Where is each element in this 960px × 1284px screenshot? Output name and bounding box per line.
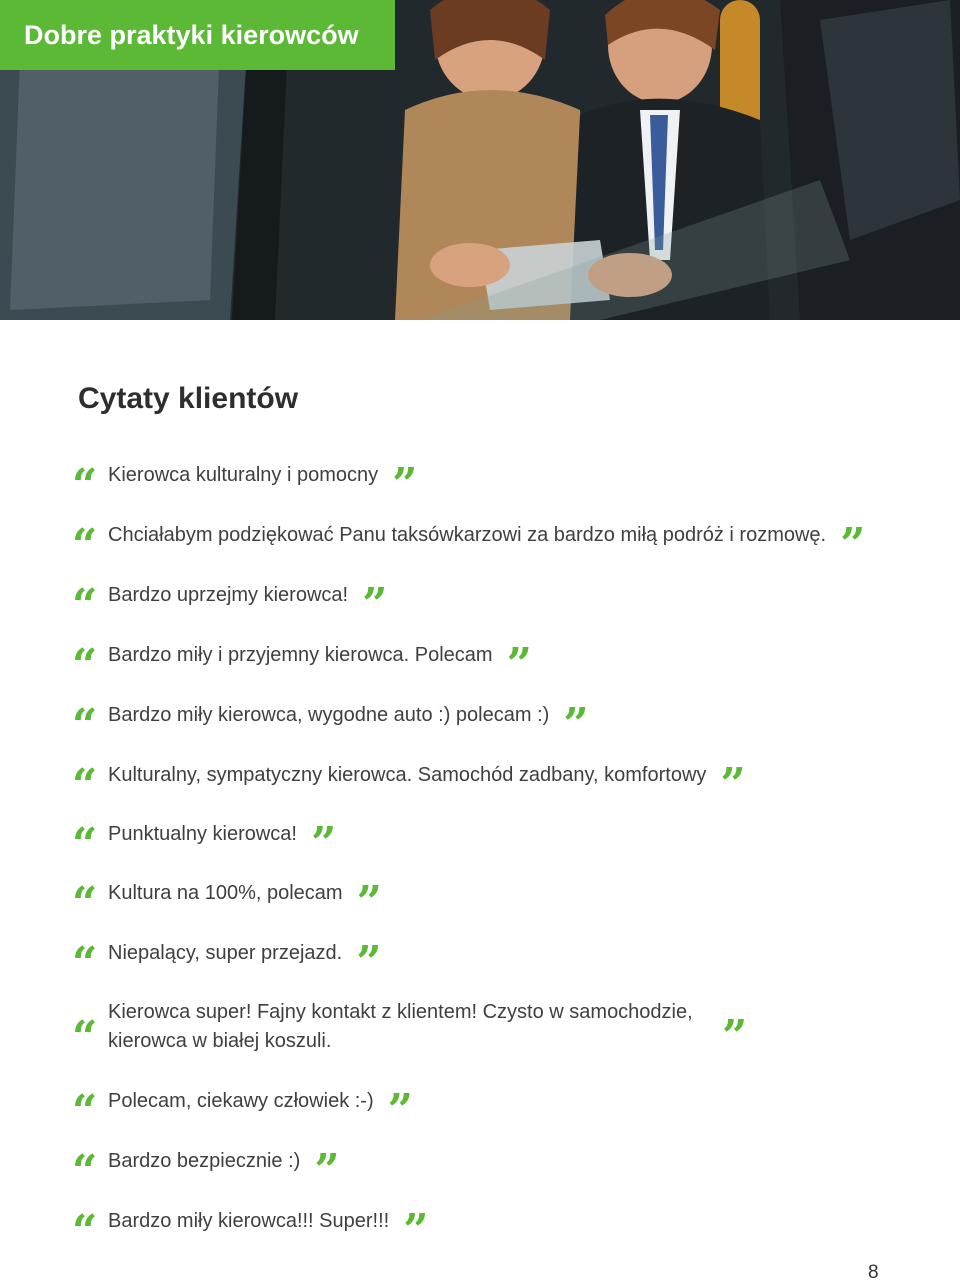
quote-item — [72, 520, 865, 550]
open-quote-icon: “ — [72, 584, 98, 610]
open-quote-icon: “ — [72, 1210, 98, 1236]
quote-text: Kultura na 100%, polecam — [108, 881, 343, 904]
quote-item — [72, 640, 532, 670]
quote-text: Kierowca kulturalny i pomocny — [108, 463, 379, 486]
quote-text: Kierowca super! Fajny kontakt z klientem! Czysto w samochodzie, kierowca w białej koszuli. — [108, 1001, 693, 1052]
close-quote-icon: ” — [387, 1089, 413, 1115]
open-quote-icon: “ — [72, 882, 98, 908]
open-quote-icon: “ — [72, 764, 98, 790]
quote-item — [72, 760, 746, 790]
quote-item — [72, 700, 589, 730]
open-quote-icon: “ — [72, 1016, 98, 1042]
open-quote-icon: “ — [72, 704, 98, 730]
quote-text: Bardzo miły kierowca!!! Super!!! — [108, 1209, 390, 1232]
quote-text: Bardzo miły kierowca, wygodne auto :) polecam :) — [108, 703, 550, 726]
quote-item — [72, 938, 382, 968]
section-title: Cytaty klientów — [78, 382, 299, 415]
open-quote-icon: “ — [72, 1090, 98, 1116]
quote-text: Punktualny kierowca! — [108, 822, 297, 845]
close-quote-icon: ” — [563, 703, 589, 729]
quote-text: Bardzo miły i przyjemny kierowca. Polecam — [108, 643, 493, 666]
close-quote-icon: ” — [840, 523, 866, 549]
quote-item — [72, 1206, 429, 1236]
quote-text: Bardzo uprzejmy kierowca! — [108, 583, 349, 606]
quote-text: Polecam, ciekawy człowiek :-) — [108, 1089, 374, 1112]
close-quote-icon: ” — [720, 763, 746, 789]
close-quote-icon: ” — [403, 1209, 429, 1235]
close-quote-icon: ” — [362, 583, 388, 609]
page-header-banner — [0, 0, 395, 70]
quote-item — [72, 878, 382, 908]
quote-text: Niepalący, super przejazd. — [108, 941, 343, 964]
close-quote-icon: ” — [310, 822, 337, 848]
close-quote-icon: ” — [356, 881, 382, 907]
quote-item — [72, 1146, 340, 1176]
quote-item — [72, 460, 417, 490]
open-quote-icon: “ — [72, 942, 98, 968]
quote-text: Kulturalny, sympatyczny kierowca. Samochód zadbany, komfortowy — [108, 763, 707, 786]
quote-item — [72, 819, 336, 849]
quote-item — [72, 1086, 413, 1116]
open-quote-icon: “ — [72, 464, 98, 490]
close-quote-icon: ” — [722, 1015, 748, 1041]
close-quote-icon: ” — [356, 941, 382, 967]
open-quote-icon: “ — [72, 823, 98, 849]
quote-text: Chciałabym podziękować Panu taksówkarzowi za bardzo miłą podróż i rozmowę. — [108, 523, 827, 546]
open-quote-icon: “ — [72, 644, 98, 670]
open-quote-icon: “ — [72, 1150, 98, 1176]
close-quote-icon: ” — [314, 1149, 340, 1175]
page-number: 8 — [868, 1262, 879, 1283]
close-quote-icon: ” — [392, 463, 418, 489]
quote-text: Bardzo bezpiecznie :) — [108, 1149, 301, 1172]
quote-item — [72, 580, 387, 610]
header-title: Dobre praktyki kierowców — [24, 20, 359, 50]
open-quote-icon: “ — [72, 524, 98, 550]
close-quote-icon: ” — [506, 643, 532, 669]
quote-item — [72, 998, 747, 1056]
